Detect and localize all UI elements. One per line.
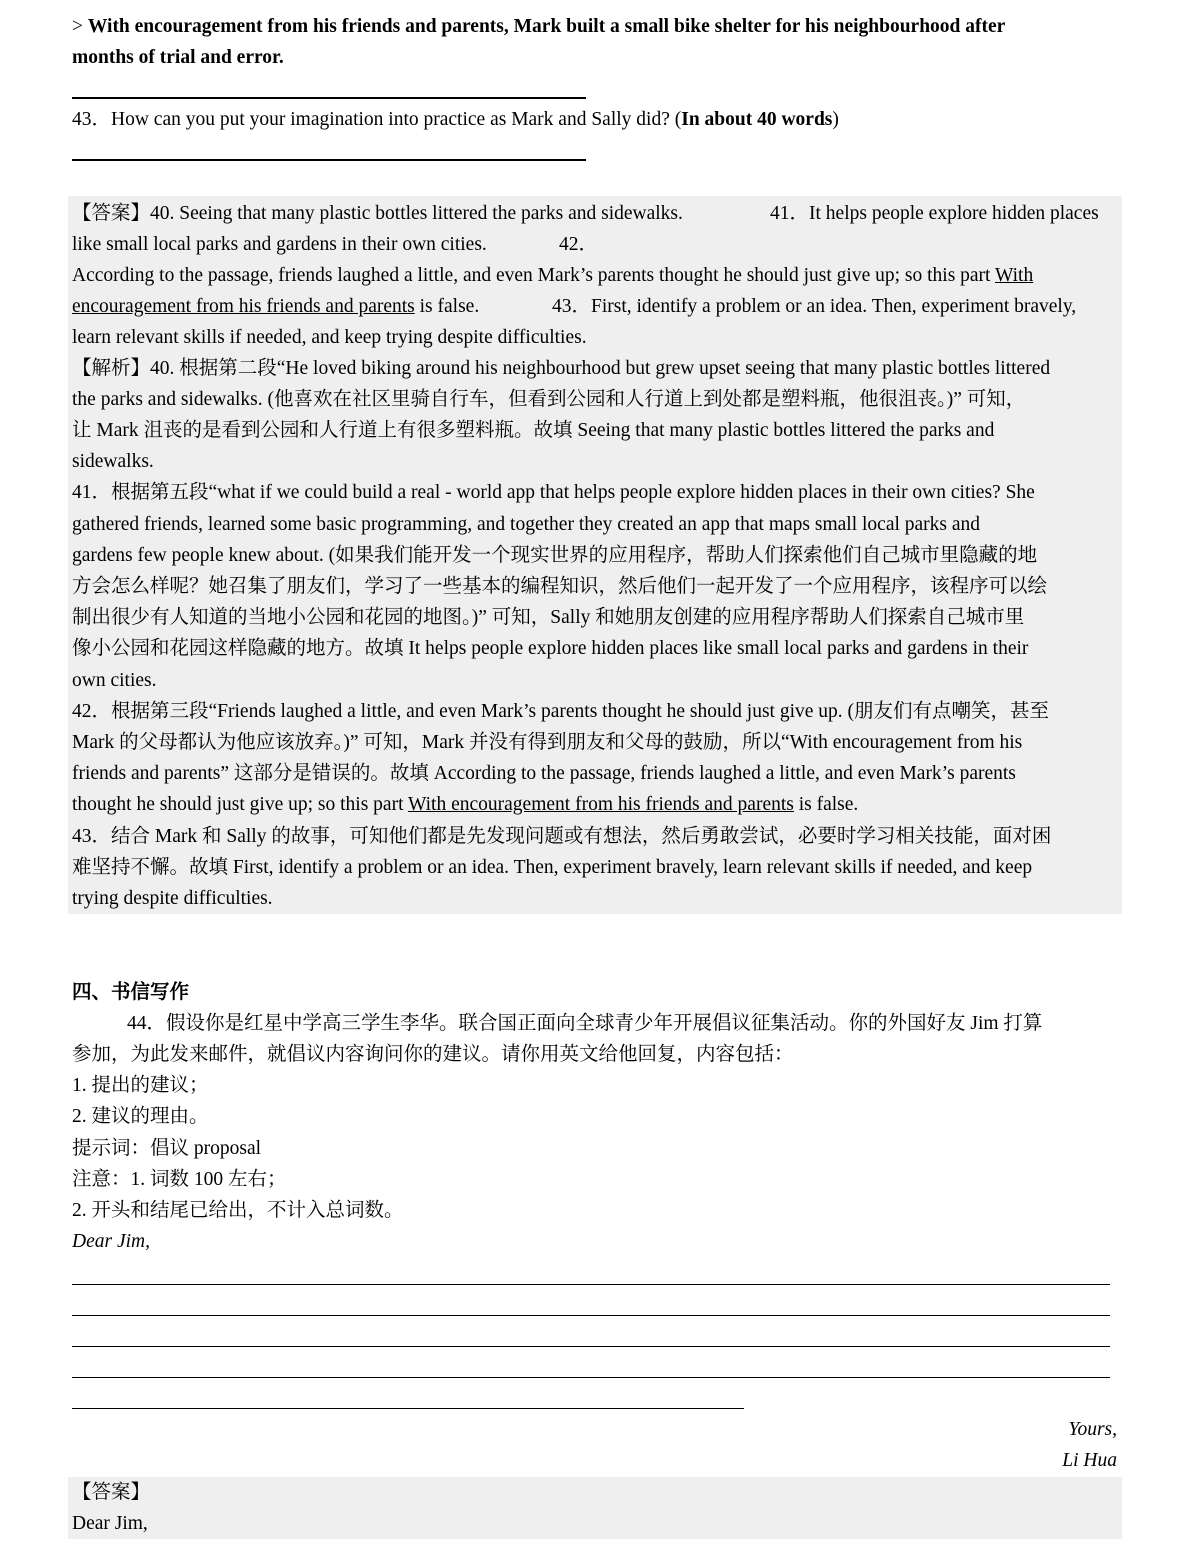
analysis-41-line-7: own cities.: [72, 670, 157, 691]
answer-line-3: According to the passage, friends laughed a little, and even Mark’s parents thought he should just give up; so this part With: [72, 265, 1034, 286]
analysis-40-line-4: sidewalks.: [72, 451, 154, 472]
answer-43: 43．First, identify a problem or an idea. Then, experiment bravely,: [552, 296, 1077, 317]
final-answer-tag: 【答案】: [72, 1482, 151, 1503]
answer-line-5: learn relevant skills if needed, and keep trying despite difficulties.: [72, 327, 587, 348]
letter-salutation: Dear Jim,: [72, 1231, 150, 1252]
writing-line-2[interactable]: [72, 1315, 1110, 1316]
note-1: 注意：1. 词数 100 左右；: [72, 1169, 287, 1190]
question-43: 43．How can you put your imagination into practice as Mark and Sally did? (In about 40 words): [72, 109, 839, 130]
analysis-40-line-1: 【解析】40. 根据第二段“He loved biking around his neighbourhood but grew upset seeing that many plastic bottles littered: [72, 358, 1051, 379]
analysis-41-line-6: 像小公园和花园这样隐藏的地方。故填 It helps people explore hidden places like small local parks and gardens in their: [72, 638, 1029, 659]
analysis-43-line-2: 难坚持不懈。故填 First, identify a problem or an idea. Then, experiment bravely, learn relevant skills if needed, and keep: [72, 857, 1033, 878]
answer-line-43: [72, 159, 586, 161]
requirement-2: 2. 建议的理由。: [72, 1106, 209, 1127]
answer-line-42: [72, 97, 586, 99]
final-answer-salutation: Dear Jim,: [72, 1513, 148, 1534]
answer-41: 41．It helps people explore hidden places: [770, 203, 1099, 224]
prompt-line-2: 参加，为此发来邮件，就倡议内容询问你的建议。请你用英文给他回复，内容包括：: [72, 1044, 794, 1065]
statement-prefix: >: [72, 16, 88, 37]
answer-tag: 【答案】: [72, 203, 151, 224]
writing-line-4[interactable]: [72, 1377, 1110, 1378]
writing-line-5[interactable]: [72, 1408, 744, 1409]
statement-line-2: months of trial and error.: [72, 47, 284, 68]
letter-signature: Li Hua: [1062, 1450, 1117, 1471]
analysis-41-line-5: 制出很少有人知道的当地小公园和花园的地图。)” 可知，Sally 和她朋友创建的应用程序帮助人们探索自己城市里: [72, 607, 1025, 628]
analysis-40-line-2: the parks and sidewalks. (他喜欢在社区里骑自行车，但看到公园和人行道上到处都是塑料瓶，他很沮丧。)” 可知，: [72, 389, 1026, 410]
writing-line-3[interactable]: [72, 1346, 1110, 1347]
analysis-43-line-3: trying despite difficulties.: [72, 888, 273, 909]
hint-words: 提示词：倡议 proposal: [72, 1138, 262, 1159]
analysis-41-line-3: gardens few people knew about. (如果我们能开发一个现实世界的应用程序，帮助人们探索他们自己城市里隐藏的地: [72, 545, 1038, 566]
analysis-42-line-3: friends and parents” 这部分是错误的。故填 According to the passage, friends laughed a little, and even Mark’s parents: [72, 763, 1016, 784]
answer-line-2: like small local parks and gardens in their own cities.: [72, 234, 487, 255]
analysis-42-line-2: Mark 的父母都认为他应该放弃。)” 可知，Mark 并没有得到朋友和父母的鼓励，所以“With encouragement from his: [72, 732, 1023, 753]
analysis-41-line-1: 41．根据第五段“what if we could build a real - world app that helps people explore hidden places in their own cities? She: [72, 482, 1035, 503]
analysis-41-line-2: gathered friends, learned some basic programming, and together they created an app that maps small local parks and: [72, 514, 981, 535]
answer-42-label: 42．: [559, 234, 599, 255]
analysis-42-line-4: thought he should just give up; so this part With encouragement from his friends and parents is false.: [72, 794, 859, 815]
answer-line-4: encouragement from his friends and parents is false.: [72, 296, 480, 317]
analysis-43-line-1: 43．结合 Mark 和 Sally 的故事，可知他们都是先发现问题或有想法，然后勇敢尝试，必要时学习相关技能，面对困: [72, 826, 1052, 847]
analysis-40-line-3: 让 Mark 沮丧的是看到公园和人行道上有很多塑料瓶。故填 Seeing that many plastic bottles littered the parks and: [72, 420, 995, 441]
requirement-1: 1. 提出的建议；: [72, 1075, 209, 1096]
note-2: 2. 开头和结尾已给出，不计入总词数。: [72, 1200, 404, 1221]
statement-line-1: [72, 11, 1005, 42]
letter-closing: Yours,: [1068, 1419, 1117, 1440]
analysis-tag: 【解析】: [72, 358, 151, 379]
analysis-41-line-4: 方会怎么样呢？她召集了朋友们，学习了一些基本的编程知识，然后他们一起开发了一个应用程序，该程序可以绘: [72, 576, 1048, 597]
answer-line-1: 【答案】40. Seeing that many plastic bottles littered the parks and sidewalks.: [72, 203, 683, 224]
writing-line-1[interactable]: [72, 1284, 1110, 1285]
section-heading: 四、书信写作: [72, 982, 190, 1003]
analysis-42-line-1: 42．根据第三段“Friends laughed a little, and even Mark’s parents thought he should just give up. (朋友们有点嘲笑，甚至: [72, 701, 1050, 722]
final-answer-panel: [68, 1477, 1122, 1539]
statement-text: With encouragement from his friends and parents, Mark built a small bike shelter for his neighbourhood after: [87, 16, 1006, 37]
prompt-line-1: 44．假设你是红星中学高三学生李华。联合国正面向全球青少年开展倡议征集活动。你的外国好友 Jim 打算: [127, 1013, 1043, 1034]
